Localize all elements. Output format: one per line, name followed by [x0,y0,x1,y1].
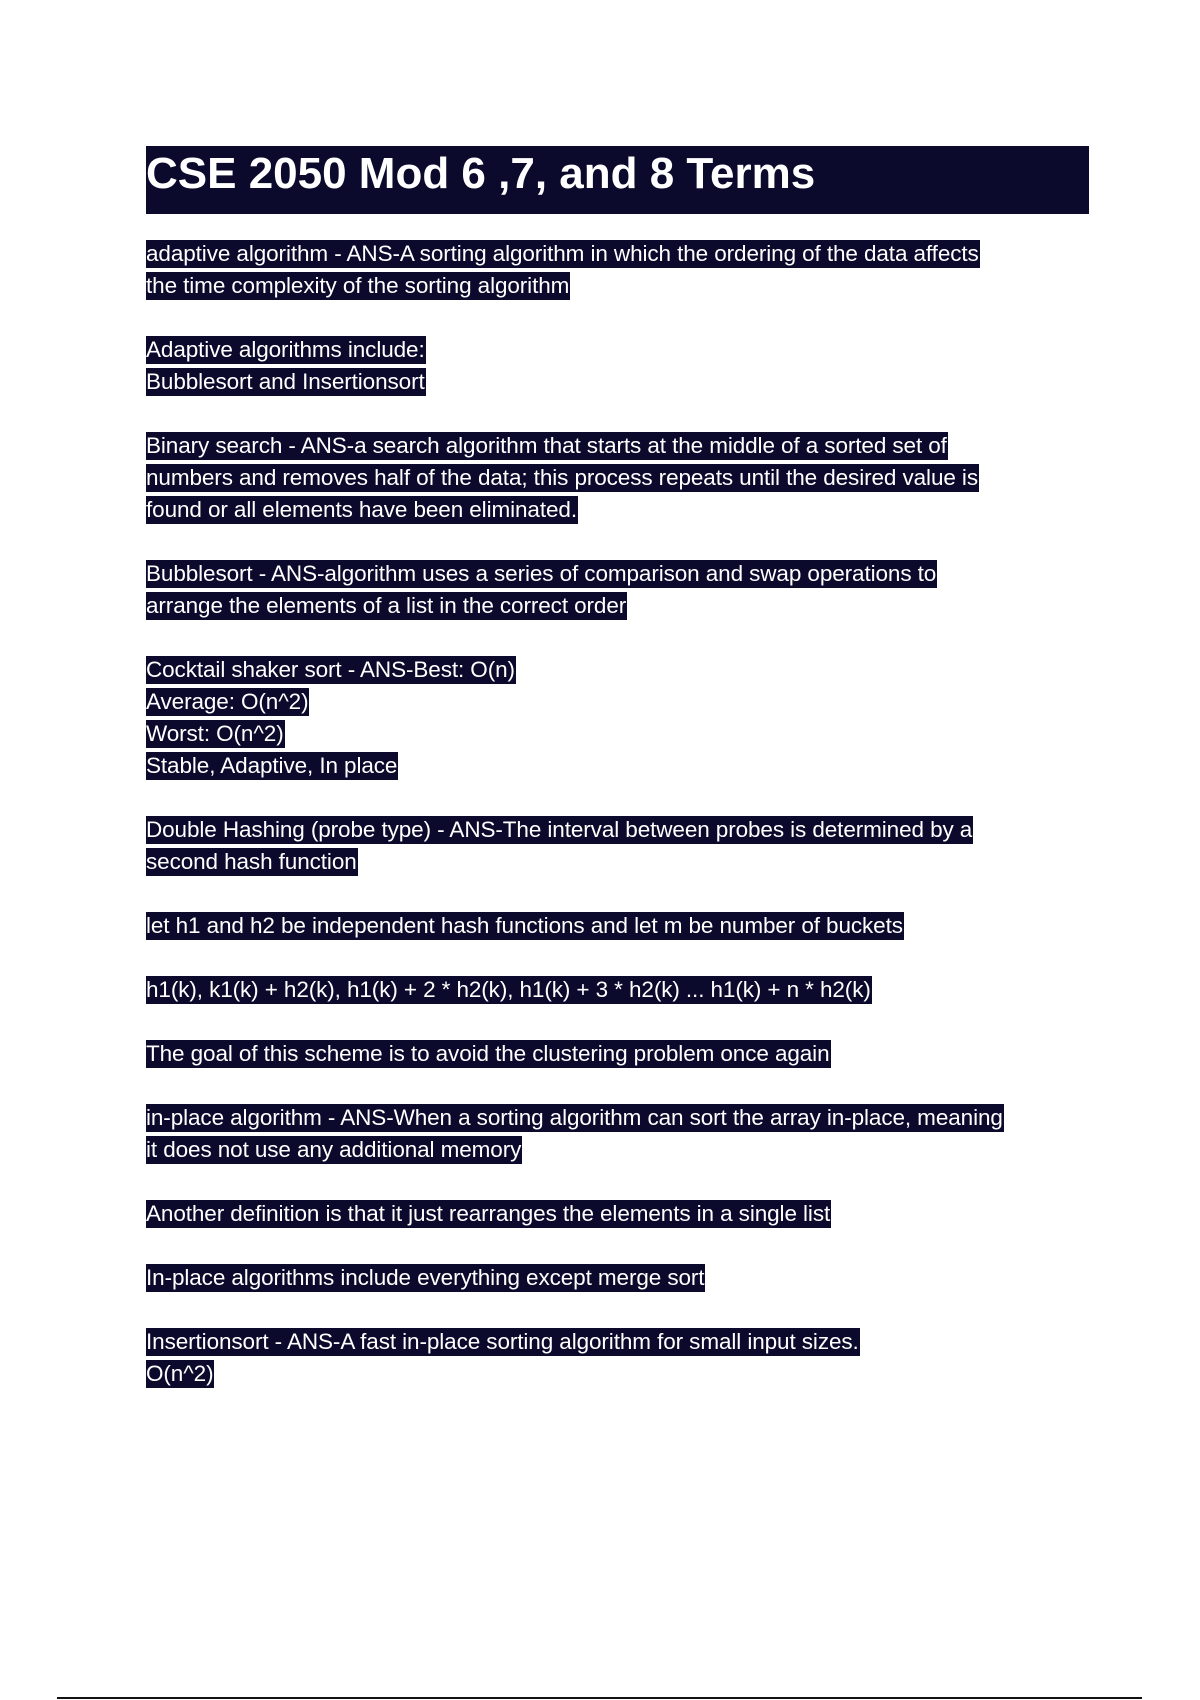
text-line [146,1328,1096,1360]
highlighted-text[interactable]: Cocktail shaker sort - ANS-Best: O(n) [146,657,515,682]
text-line [146,976,1096,1008]
term-entry [146,1104,1096,1168]
text-line [146,1104,1096,1136]
highlighted-text[interactable]: the time complexity of the sorting algorithm [146,273,570,298]
highlighted-text[interactable]: adaptive algorithm - ANS-A sorting algorithm in which the ordering of the data affects [146,241,979,266]
text-line [146,1040,1096,1072]
term-entry [146,976,1096,1008]
term-entry [146,656,1096,784]
text-line [146,240,1096,272]
highlighted-text[interactable]: Average: O(n^2) [146,689,309,714]
term-entry [146,240,1096,304]
highlighted-text[interactable]: it does not use any additional memory [146,1137,522,1162]
highlighted-text[interactable]: in-place algorithm - ANS-When a sorting algorithm can sort the array in-place, meaning [146,1105,1003,1130]
highlighted-text[interactable]: h1(k), k1(k) + h2(k), h1(k) + 2 * h2(k), h1(k) + 3 * h2(k) ... h1(k) + n * h2(k) [146,977,871,1002]
term-entry [146,560,1096,624]
highlighted-text[interactable]: let h1 and h2 be independent hash functions and let m be number of buckets [146,913,903,938]
highlighted-text[interactable]: Bubblesort - ANS-algorithm uses a series of comparison and swap operations to [146,561,937,586]
highlighted-text[interactable]: The goal of this scheme is to avoid the clustering problem once again [146,1041,830,1066]
term-entry [146,1328,1096,1392]
text-line [146,1200,1096,1232]
text-line [146,464,1096,496]
text-line [146,1360,1096,1392]
text-line [146,848,1096,880]
text-line [146,912,1096,944]
term-entry [146,1040,1096,1072]
term-entry [146,432,1096,528]
text-line [146,336,1096,368]
highlighted-text[interactable]: Another definition is that it just rearranges the elements in a single list [146,1201,831,1226]
highlighted-text[interactable]: O(n^2) [146,1361,214,1386]
highlighted-text[interactable]: numbers and removes half of the data; this process repeats until the desired value is [146,465,978,490]
text-line [146,1264,1096,1296]
highlighted-text[interactable]: Binary search - ANS-a search algorithm that starts at the middle of a sorted set of [146,433,947,458]
text-line [146,368,1096,400]
text-line [146,720,1096,752]
text-line [146,752,1096,784]
term-entry [146,336,1096,400]
text-line [146,688,1096,720]
highlighted-text[interactable]: found or all elements have been eliminated. [146,497,577,522]
highlighted-text[interactable]: In-place algorithms include everything except merge sort [146,1265,705,1290]
text-line [146,432,1096,464]
term-entry [146,816,1096,880]
text-line [146,1136,1096,1168]
document-title: CSE 2050 Mod 6 ,7, and 8 Terms [146,149,816,198]
highlighted-text[interactable]: Insertionsort - ANS-A fast in-place sorting algorithm for small input sizes. [146,1329,859,1354]
text-line [146,656,1096,688]
highlighted-text[interactable]: Stable, Adaptive, In place [146,753,398,778]
text-line [146,592,1096,624]
footer-rule [57,1697,1142,1699]
highlighted-text[interactable]: second hash function [146,849,357,874]
highlighted-text[interactable]: Worst: O(n^2) [146,721,284,746]
highlighted-text[interactable]: Double Hashing (probe type) - ANS-The interval between probes is determined by a [146,817,973,842]
text-line [146,496,1096,528]
term-entry [146,1200,1096,1232]
term-entry [146,912,1096,944]
terms-list [146,240,1096,1424]
text-line [146,816,1096,848]
text-line [146,272,1096,304]
highlighted-text[interactable]: arrange the elements of a list in the correct order [146,593,627,618]
term-entry [146,1264,1096,1296]
highlighted-text[interactable]: Bubblesort and Insertionsort [146,369,425,394]
text-line [146,560,1096,592]
highlighted-text[interactable]: Adaptive algorithms include: [146,337,425,362]
